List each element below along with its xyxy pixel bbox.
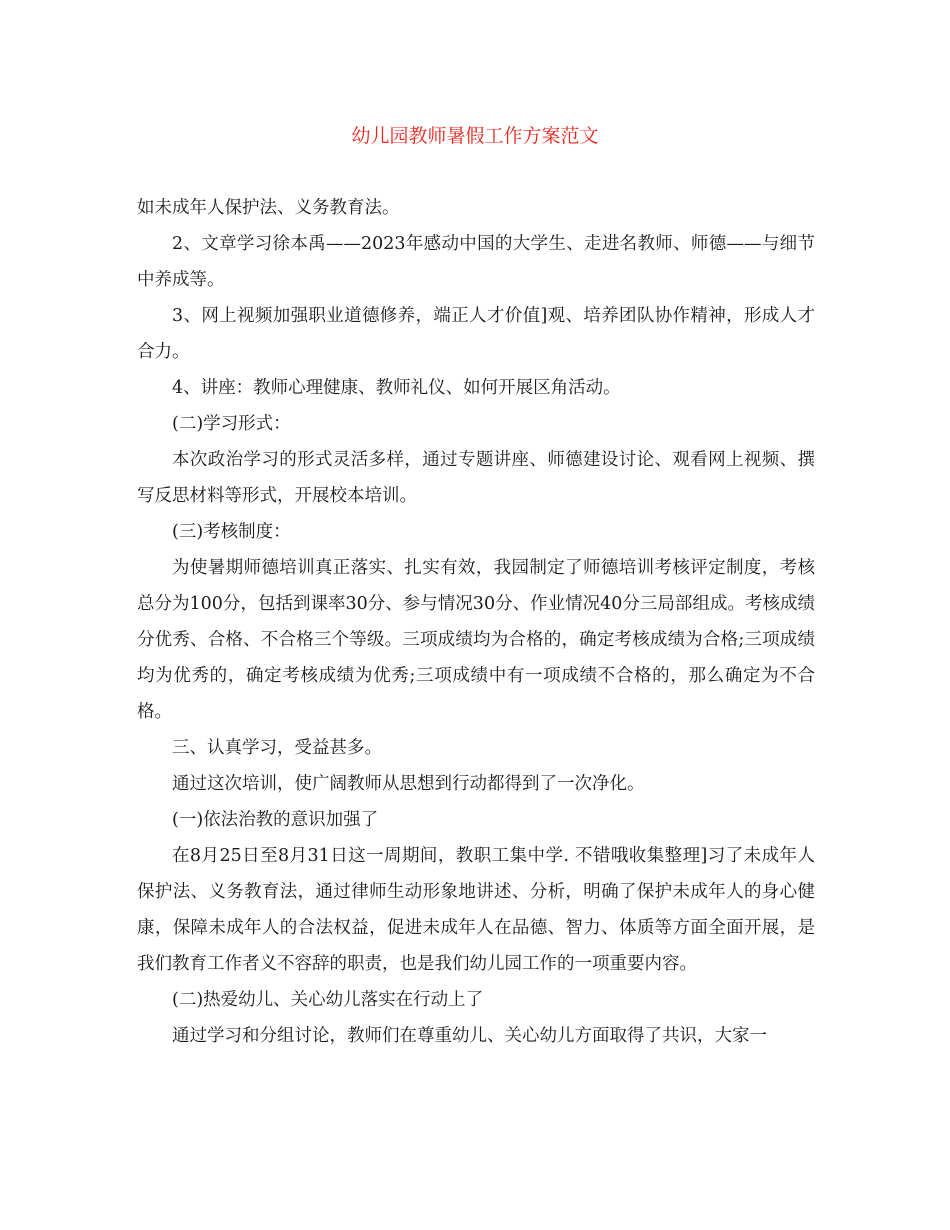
paragraph-continuation: 如未成年人保护法、义务教育法。	[137, 198, 400, 218]
document-body	[137, 190, 815, 1054]
section-heading: (二)热爱幼儿、关心幼儿落实在行动上了	[172, 990, 484, 1010]
paragraph: 4、讲座：教师心理健康、教师礼仪、如何开展区角活动。	[172, 378, 621, 398]
section-heading: (三)考核制度：	[172, 522, 291, 542]
document-title: 幼儿园教师暑假工作方案范文	[351, 125, 599, 147]
paragraph: 为使暑期师德培训真正落实、扎实有效，我园制定了师德培训考核评定制度，考核总分为100分，包括到课率30分、参与情况30分、作业情况40分三局部组成。考核成绩分优秀、合格、不合格三个等级。三项成绩均为合格的，确定考核成绩为合格;三项成绩均为优秀的，确定考核成绩为优秀;三项成绩中有一项成绩不合格的，那么确定为不合格。	[137, 558, 815, 722]
paragraph: 在8月25日至8月31日这一周期间，教职工集中学. 不错哦收集整理]习了未成年人保护法、义务教育法，通过律师生动形象地讲述、分析，明确了保护未成年人的身心健康，保障未成年人的合法权益，促进未成年人在品德、智力、体质等方面全面开展，是我们教育工作者义不容辞的职责，也是我们幼儿园工作的一项重要内容。	[137, 846, 815, 974]
paragraph: 本次政治学习的形式灵活多样，通过专题讲座、师德建设讨论、观看网上视频、撰写反思材料等形式，开展校本培训。	[137, 450, 815, 506]
paragraph: 通过这次培训，使广阔教师从思想到行动都得到了一次净化。	[172, 774, 645, 794]
section-heading: 三、认真学习，受益甚多。	[172, 738, 382, 758]
paragraph: 2、文章学习徐本禹——2023年感动中国的大学生、走进名教师、师德——与细节中养成等。	[137, 234, 815, 290]
section-heading: (二)学习形式：	[172, 414, 291, 434]
paragraph: 3、网上视频加强职业道德修养，端正人才价值]观、培养团队协作精神，形成人才合力。	[137, 306, 815, 362]
section-heading: (一)依法治教的意识加强了	[172, 810, 379, 830]
paragraph: 通过学习和分组讨论，教师们在尊重幼儿、关心幼儿方面取得了共识，大家一	[172, 1026, 767, 1046]
